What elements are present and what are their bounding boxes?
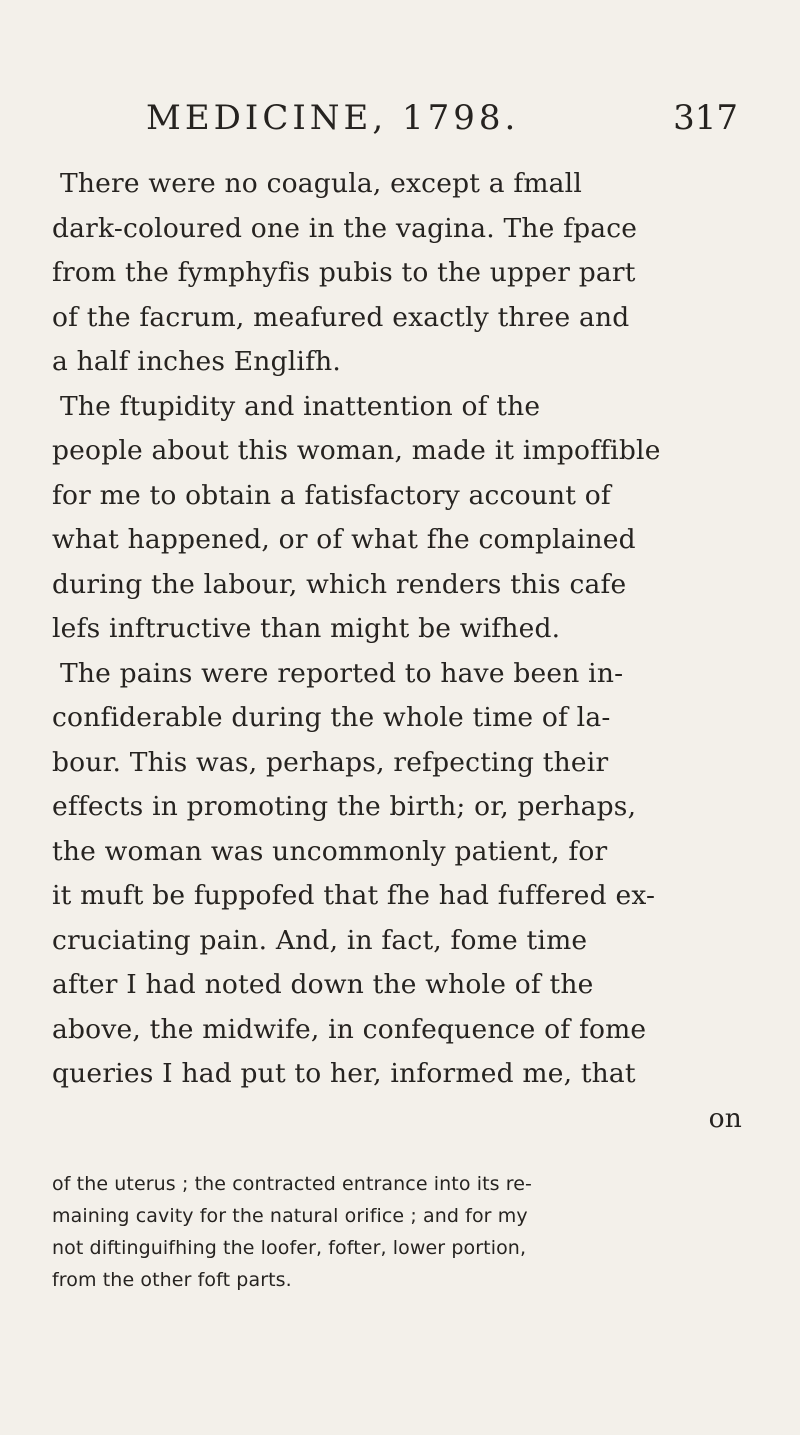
text-line: The ftupidity and inattention of the: [60, 390, 541, 422]
text-line: after I had noted down the whole of the: [52, 969, 594, 1000]
text-line: during the labour, which renders this cafe: [52, 568, 627, 600]
text-line: dark-coloured one in the vagina. The fpace: [52, 212, 638, 244]
text-line: lefs inftructive than might be wifhed.: [52, 613, 561, 644]
text-line: it muft be fuppofed that fhe had fuffered ex-: [52, 880, 656, 911]
footnote-line: from the other foft parts.: [52, 1269, 292, 1291]
footnote-line: not diftinguifhing the loofer, fofter, lower portion,: [52, 1237, 527, 1259]
text-line: people about this woman, made it impoffible: [52, 435, 661, 466]
page-number: 317: [673, 98, 738, 138]
text-line: cruciating pain. And, in fact, fome time: [52, 924, 588, 956]
footnote-line: maining cavity for the natural orifice ; and for my: [52, 1205, 528, 1227]
catchword: on: [708, 1102, 742, 1134]
running-head-title: MEDICINE, 1798.: [146, 98, 520, 138]
text-line: There were no coagula, except a fmall: [60, 168, 583, 199]
paragraph-1: [52, 162, 742, 385]
text-line: effects in promoting the birth; or, perhaps,: [52, 791, 637, 822]
running-head: [146, 96, 738, 140]
text-line: the woman was uncommonly patient, for: [52, 835, 608, 867]
text-line: what happened, or of what fhe complained: [52, 524, 636, 555]
footnote: [52, 1168, 742, 1296]
text-line: queries I had put to her, informed me, that: [52, 1058, 636, 1089]
body-text: [52, 162, 742, 1141]
text-line: a half inches Englifh.: [52, 346, 341, 377]
footnote-line: of the uterus ; the contracted entrance into its re-: [52, 1173, 533, 1195]
paragraph-2: [52, 385, 742, 652]
paragraph-3: [52, 652, 742, 1142]
text-line: from the fymphyfis pubis to the upper part: [52, 257, 636, 288]
text-line: of the facrum, meafured exactly three and: [52, 301, 630, 333]
text-line: bour. This was, perhaps, refpecting their: [52, 746, 609, 778]
text-line: The pains were reported to have been in-: [60, 657, 624, 689]
text-line: above, the midwife, in confequence of fome: [52, 1013, 647, 1045]
text-line: confiderable during the whole time of la-: [52, 702, 611, 733]
text-line: for me to obtain a fatisfactory account of: [52, 479, 611, 511]
